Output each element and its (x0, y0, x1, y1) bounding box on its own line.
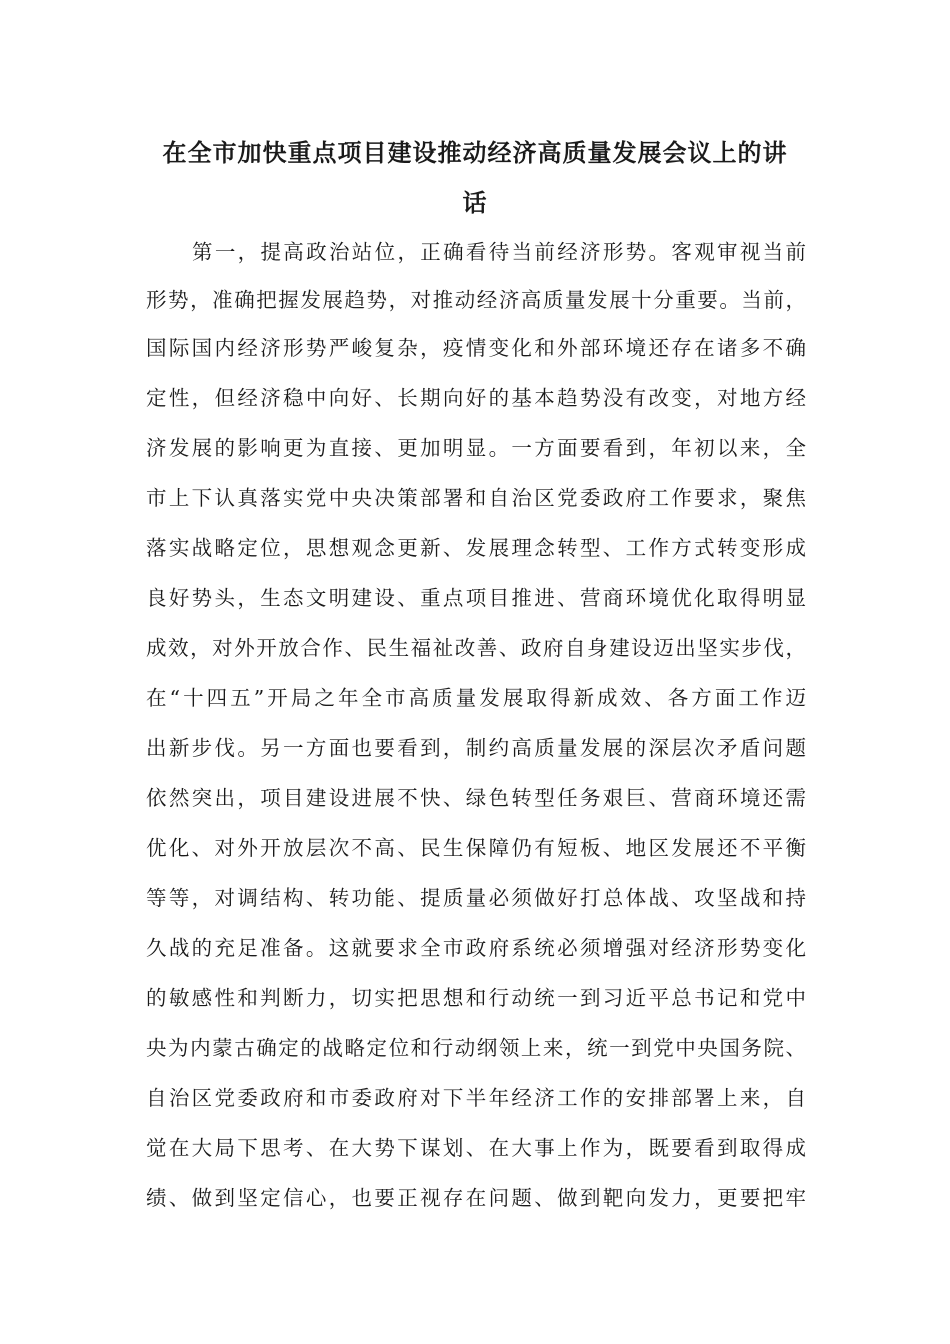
paragraph-line: 良好势头，生态文明建设、重点项目推进、营商环境优化取得明显 (146, 586, 806, 610)
document-title-line-2: 话 (462, 189, 488, 217)
paragraph-line: 落实战略定位，思想观念更新、发展理念转型、工作方式转变形成 (146, 536, 806, 560)
paragraph-line: 成效，对外开放合作、民生福祉改善、政府自身建设迈出坚实步伐， (146, 636, 806, 660)
paragraph-line: 济发展的影响更为直接、更加明显。一方面要看到，年初以来，全 (146, 436, 806, 460)
document-title-line-1: 在全市加快重点项目建设推动经济高质量发展会议上的讲 (162, 139, 788, 167)
paragraph-line: 绩、做到坚定信心，也要正视存在问题、做到靶向发力，更要把牢 (146, 1186, 806, 1210)
paragraph-line: 市上下认真落实党中央决策部署和自治区党委政府工作要求，聚焦 (146, 486, 806, 510)
paragraph-line: 第一，提高政治站位，正确看待当前经济形势。客观审视当前 (192, 240, 806, 264)
paragraph-line: 优化、对外开放层次不高、民生保障仍有短板、地区发展还不平衡 (146, 836, 806, 860)
paragraph-line: 在“十四五”开局之年全市高质量发展取得新成效、各方面工作迈 (146, 686, 806, 710)
paragraph-line: 出新步伐。另一方面也要看到，制约高质量发展的深层次矛盾问题 (146, 736, 806, 760)
paragraph-line: 定性，但经济稳中向好、长期向好的基本趋势没有改变，对地方经 (146, 386, 806, 410)
paragraph-line: 依然突出，项目建设进展不快、绿色转型任务艰巨、营商环境还需 (146, 786, 806, 810)
paragraph-line: 的敏感性和判断力，切实把思想和行动统一到习近平总书记和党中 (146, 986, 806, 1010)
paragraph-line: 自治区党委政府和市委政府对下半年经济工作的安排部署上来，自 (146, 1086, 806, 1110)
paragraph-line: 国际国内经济形势严峻复杂，疫情变化和外部环境还存在诸多不确 (146, 336, 806, 360)
paragraph-line: 央为内蒙古确定的战略定位和行动纲领上来，统一到党中央国务院、 (146, 1036, 806, 1060)
paragraph-line: 觉在大局下思考、在大势下谋划、在大事上作为，既要看到取得成 (146, 1136, 806, 1160)
paragraph-line: 等等，对调结构、转功能、提质量必须做好打总体战、攻坚战和持 (146, 886, 806, 910)
paragraph-line: 形势，准确把握发展趋势，对推动经济高质量发展十分重要。当前， (146, 288, 806, 312)
paragraph-line: 久战的充足准备。这就要求全市政府系统必须增强对经济形势变化 (146, 936, 806, 960)
